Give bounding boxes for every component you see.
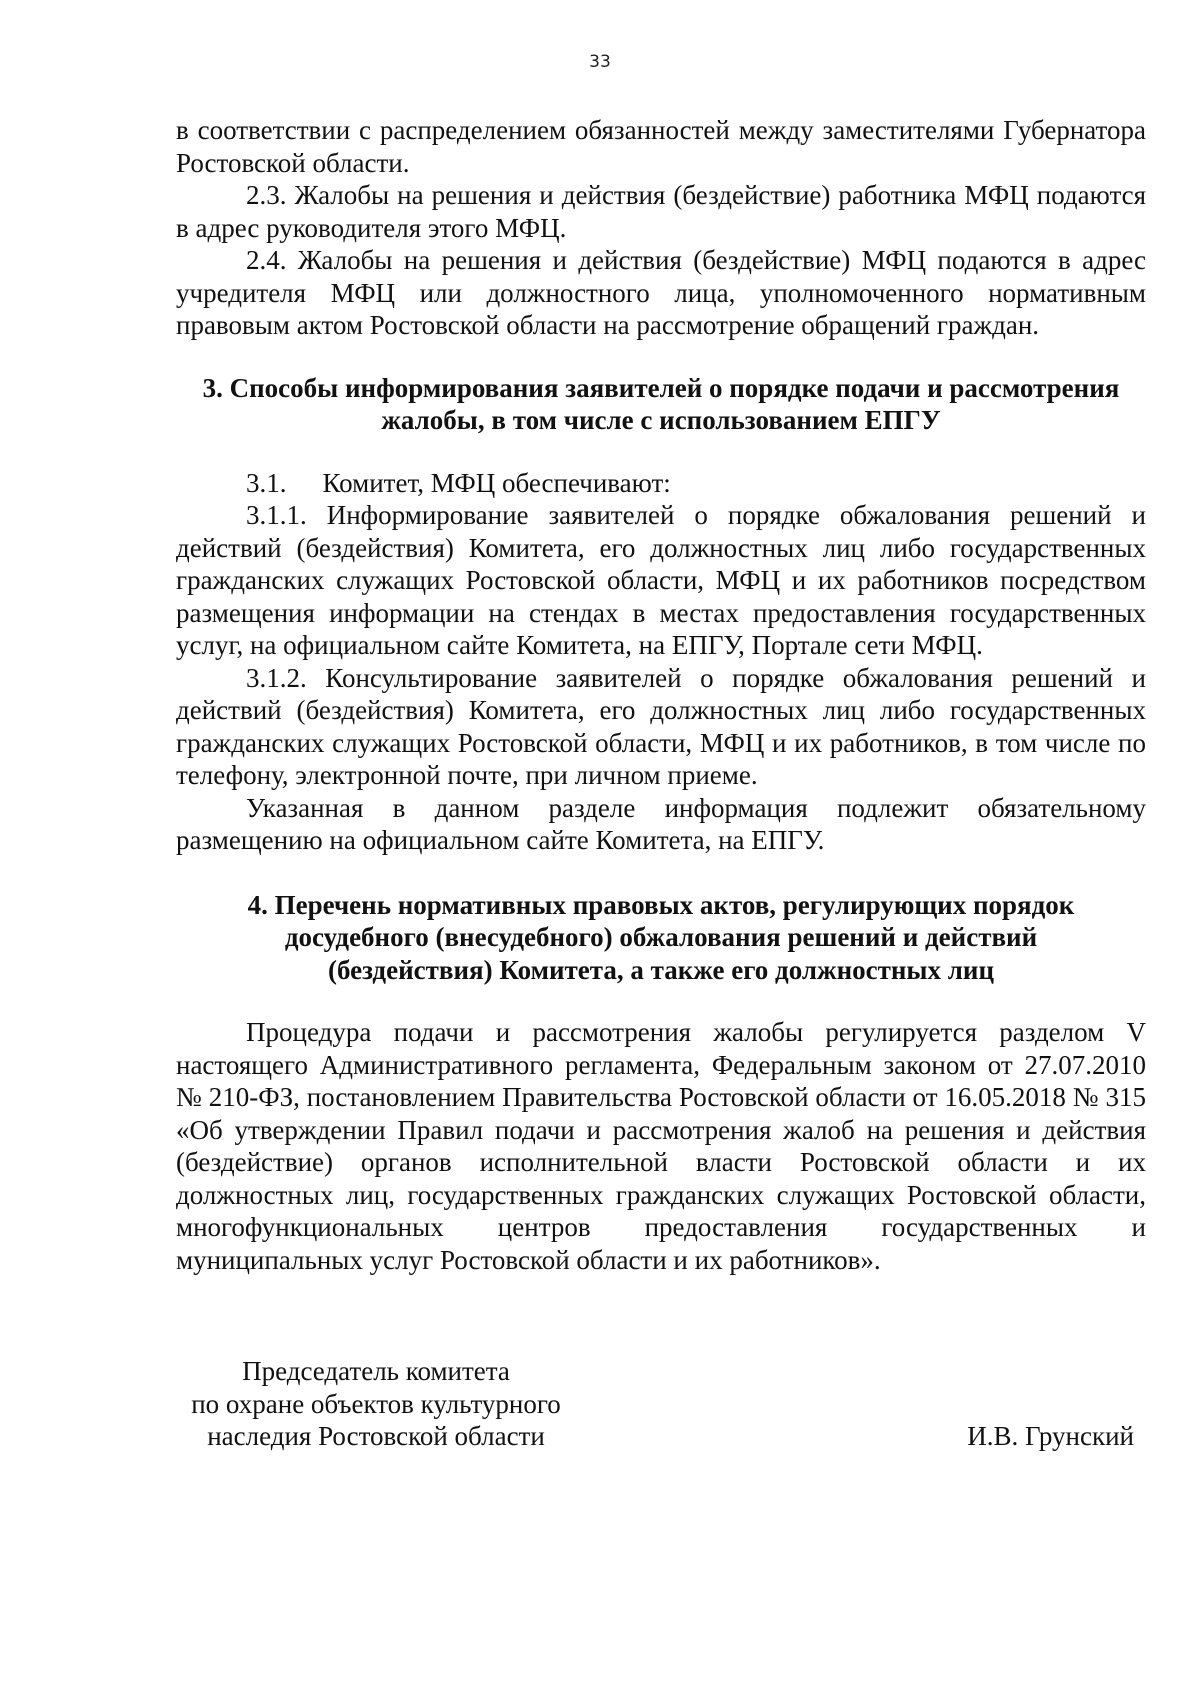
signatory-title-line-2: по охране объектов культурного xyxy=(191,1388,561,1419)
paragraph-3-1-1: 3.1.1. Информирование заявителей о порядке обжалования решений и действий (бездействия) Комитета, его должностных лиц либо государственных гражданских служащих Ростовской области, МФЦ и их работников посредством размещения информации на стендах в местах предоставления государственных услуг, на официальном сайте Комитета, на ЕПГУ, Портале сети МФЦ. xyxy=(176,500,1146,660)
section-3-heading: 3. Способы информирования заявителей о порядке подачи и рассмотрения жалобы, в том числе с использованием ЕПГУ xyxy=(202,372,1120,435)
document-body xyxy=(176,114,1146,1276)
page-number: 33 xyxy=(589,52,611,72)
paragraph-procedure: Процедура подачи и рассмотрения жалобы регулируется разделом V настоящего Административного регламента, Федеральным законом от 27.07.2010 № 210-ФЗ, постановлением Правительства Ростовской области от 16.05.2018 № 315 «Об утверждении Правил подачи и рассмотрения жалоб на решения и действия (бездействие) органов исполнительной власти Ростовской области и их должностных лиц, государственных гражданских служащих Ростовской области, многофункциональных центров предоставления государственных и муниципальных услуг Ростовской области и их работников». xyxy=(176,1017,1146,1275)
section-4-heading: 4. Перечень нормативных правовых актов, регулирующих порядок досудебного (внесудебного) обжалования решений и действий (бездействия) Комитета, а также его должностных лиц xyxy=(247,889,1075,985)
signatory-name: И.В. Грунский xyxy=(967,1421,1134,1451)
paragraph-note: Указанная в данном разделе информация подлежит обязательному размещению на официальном сайте Комитета, на ЕПГУ. xyxy=(176,792,1146,855)
paragraph-3-1 xyxy=(176,467,1146,500)
paragraph-2-4: 2.4. Жалобы на решения и действия (бездействие) МФЦ подаются в адрес учредителя МФЦ или должностного лица, уполномоченного нормативным правовым актом Ростовской области на рассмотрение обращений граждан. xyxy=(176,245,1146,340)
paragraph-continuation: в соответствии с распределением обязанностей между заместителями Губернатора Ростовской области. xyxy=(176,115,1146,178)
signatory-title-line-3: наследия Ростовской области xyxy=(207,1421,545,1451)
paragraph-2-3: 2.3. Жалобы на решения и действия (бездействие) работника МФЦ подаются в адрес руководителя этого МФЦ. xyxy=(176,180,1146,243)
signatory-title-line-1: Председатель комитета xyxy=(242,1356,510,1386)
paragraph-3-1-number: 3.1. xyxy=(246,467,287,498)
paragraph-3-1-text: Комитет, МФЦ обеспечивают: xyxy=(322,467,671,498)
signatory-title xyxy=(176,1355,576,1453)
paragraph-3-1-2: 3.1.2. Консультирование заявителей о порядке обжалования решений и действий (бездействия) Комитета, его должностных лиц либо государственных гражданских служащих Ростовской области, МФЦ и их работников, в том числе по телефону, электронной почте, при личном приеме. xyxy=(176,662,1146,790)
